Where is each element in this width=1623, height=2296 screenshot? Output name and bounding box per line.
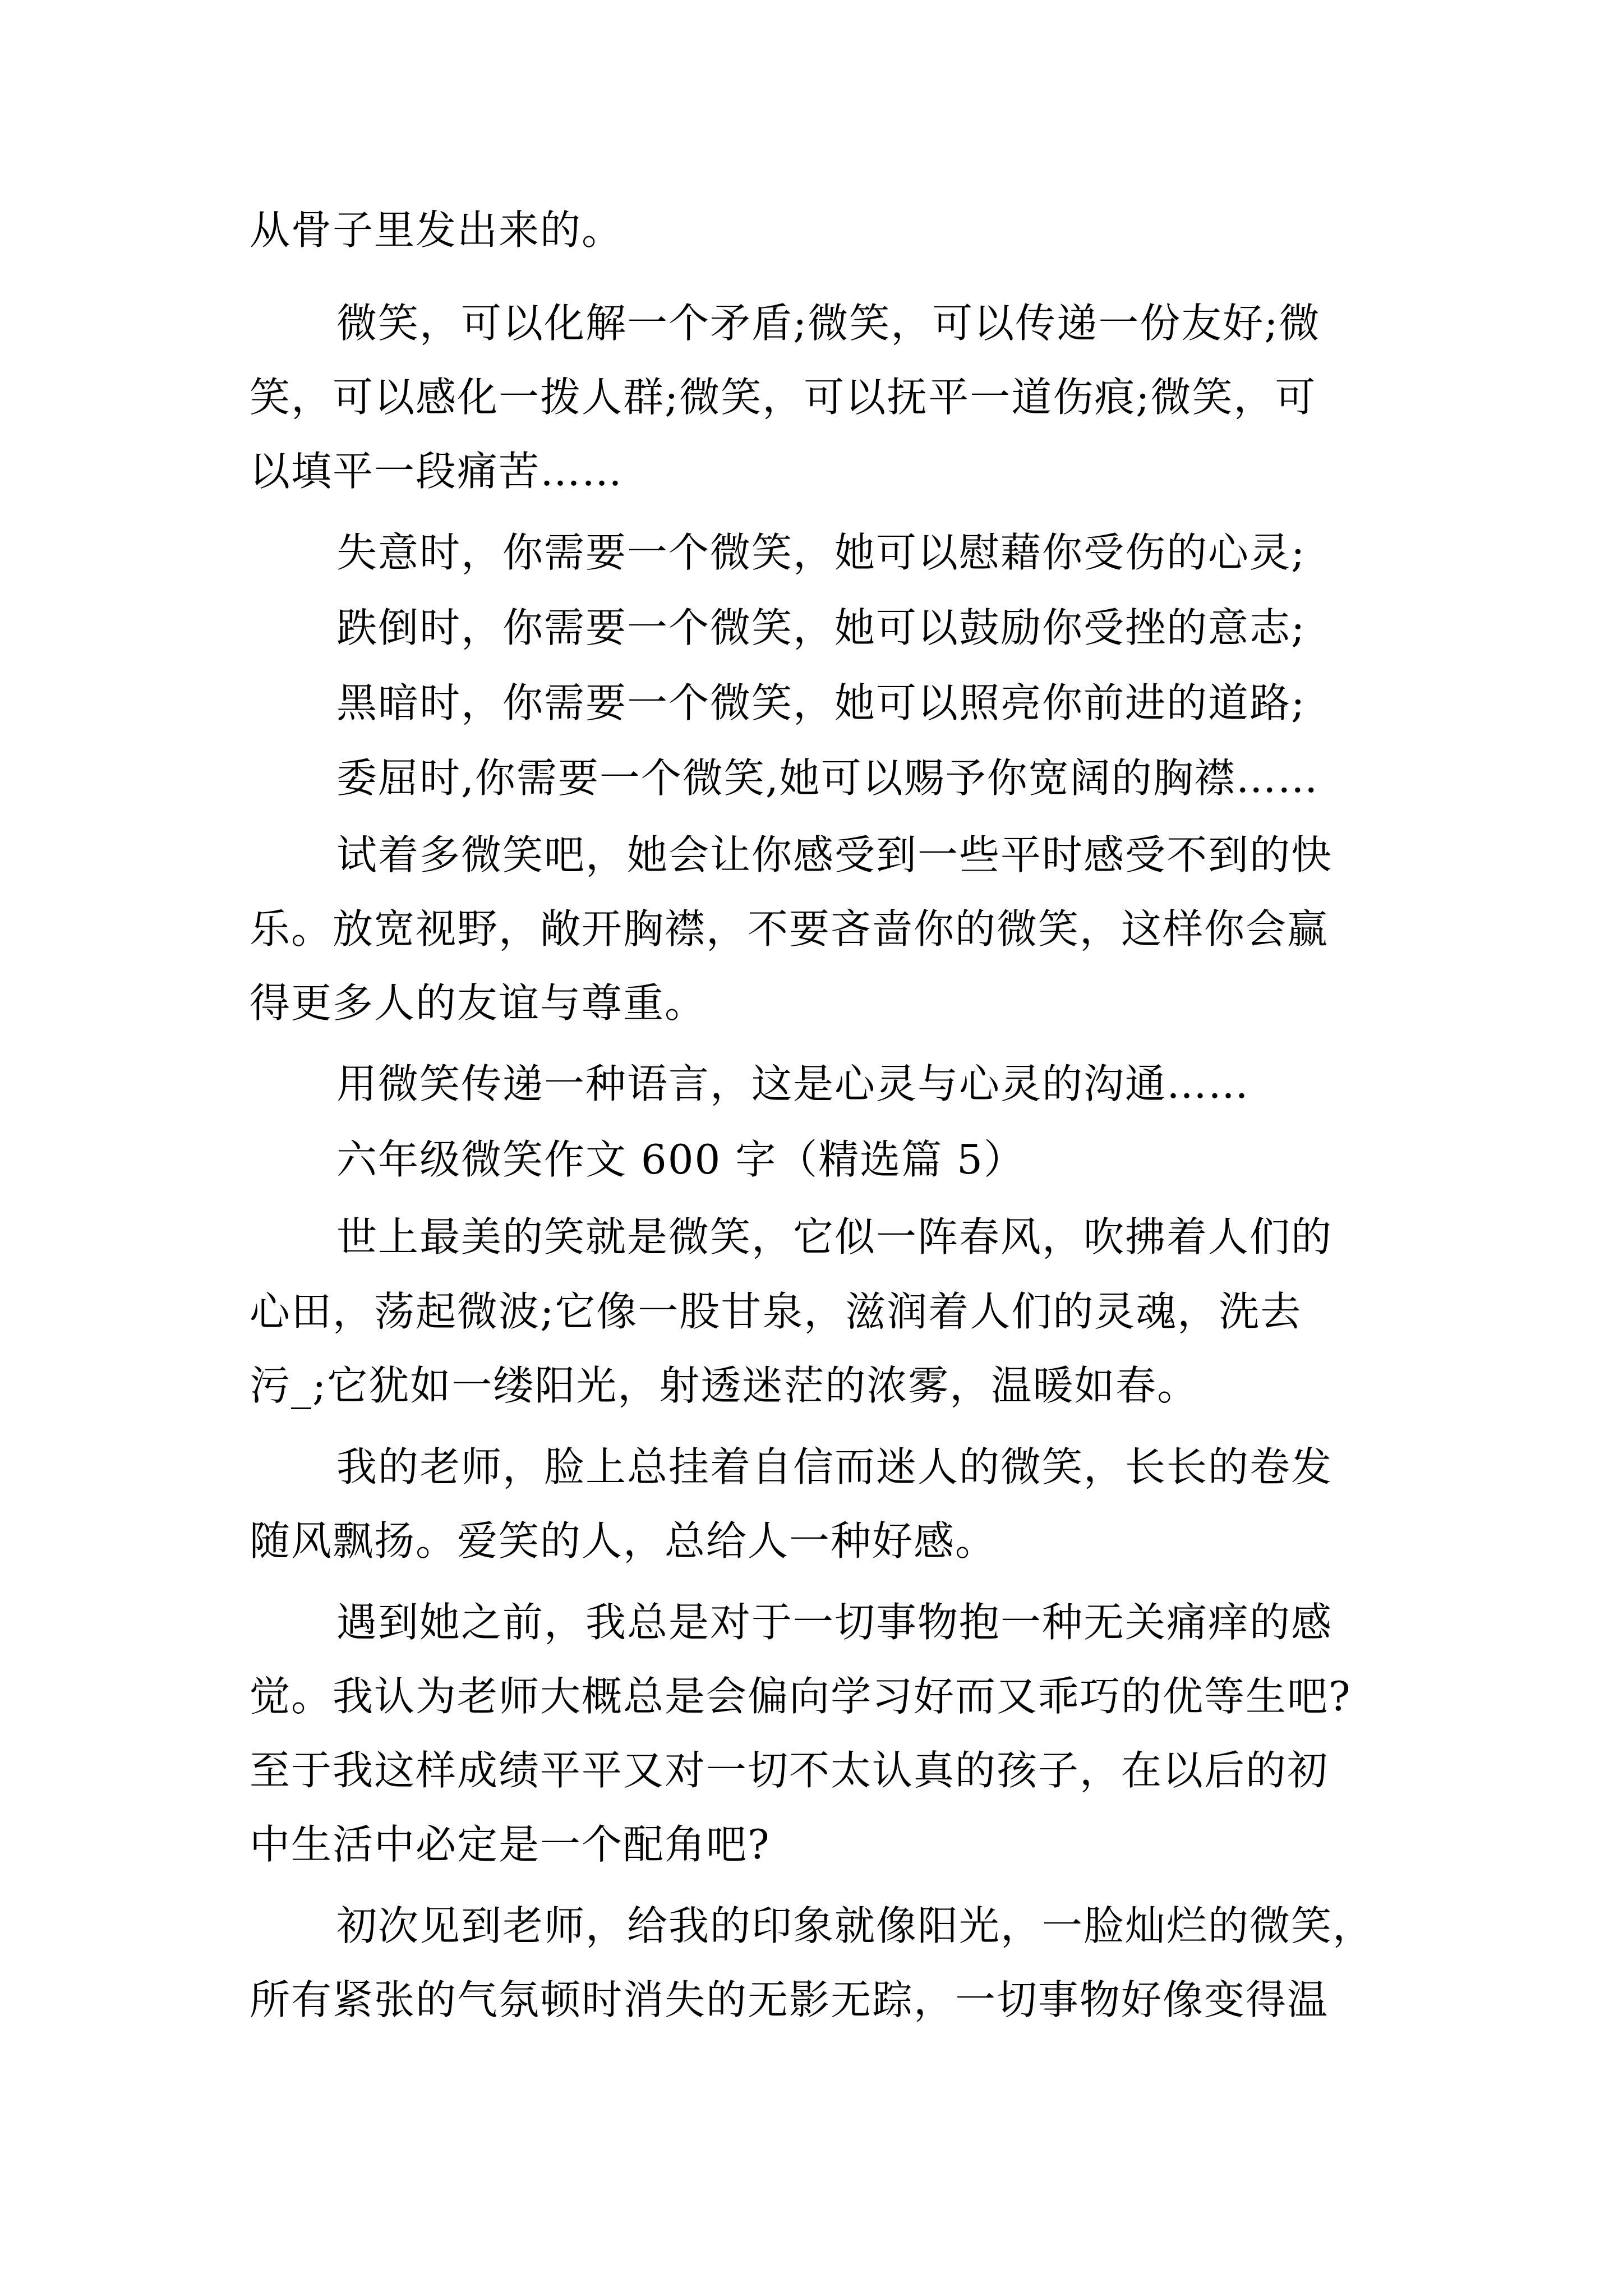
text-line: 跌倒时，你需要一个微笑，她可以鼓励你受挫的意志;	[336, 604, 1306, 651]
text-line: 随风飘扬。爱笑的人，总给人一种好感。	[250, 1517, 997, 1565]
text-line: 以填平一段痛苦……	[250, 448, 624, 495]
text-line: 我的老师，脸上总挂着自信而迷人的微笑，长长的卷发	[336, 1443, 1333, 1490]
text-line: 用微笑传递一种语言，这是心灵与心灵的沟通……	[336, 1060, 1250, 1107]
text-line: 至于我这样成绩平平又对一切不太认真的孩子，在以后的初	[250, 1747, 1329, 1794]
text-line: 心田，荡起微波;它像一股甘泉，滋润着人们的灵魂，洗去	[250, 1288, 1302, 1335]
text-line: 世上最美的笑就是微笑，它似一阵春风，吹拂着人们的	[336, 1213, 1333, 1260]
text-line: 黑暗时，你需要一个微笑，她可以照亮你前进的道路;	[336, 679, 1306, 726]
text-line: 觉。我认为老师大概总是会偏向学习好而又乖巧的优等生吧?	[250, 1673, 1352, 1720]
text-line: 笑，可以感化一拨人群;微笑，可以抚平一道伤痕;微笑，可	[250, 374, 1317, 421]
text-line: 委屈时,你需要一个微笑,她可以赐予你宽阔的胸襟……	[336, 754, 1319, 802]
text-line: 遇到她之前，我总是对于一切事物抱一种无关痛痒的感	[336, 1599, 1333, 1646]
text-line: 污_;它犹如一缕阳光，射透迷茫的浓雾，温暖如春。	[250, 1362, 1199, 1409]
text-line: 失意时，你需要一个微笑，她可以慰藉你受伤的心灵;	[336, 529, 1306, 576]
text-line: 从骨子里发出来的。	[250, 206, 624, 254]
text-line: 中生活中必定是一个配角吧?	[250, 1821, 771, 1868]
text-line: 得更多人的友谊与尊重。	[250, 979, 707, 1027]
section-heading: 六年级微笑作文 600 字（精选篇 5）	[336, 1136, 1025, 1183]
text-line: 试着多微笑吧，她会让你感受到一些平时感受不到的快	[336, 831, 1333, 878]
text-line: 初次见到老师，给我的印象就像阳光，一脸灿烂的微笑，	[336, 1902, 1375, 1949]
text-line: 微笑，可以化解一个矛盾;微笑，可以传递一份友好;微	[336, 300, 1321, 347]
text-line: 乐。放宽视野，敞开胸襟，不要吝啬你的微笑，这样你会赢	[250, 905, 1329, 953]
text-line: 所有紧张的气氛顿时消失的无影无踪，一切事物好像变得温	[250, 1976, 1329, 2023]
